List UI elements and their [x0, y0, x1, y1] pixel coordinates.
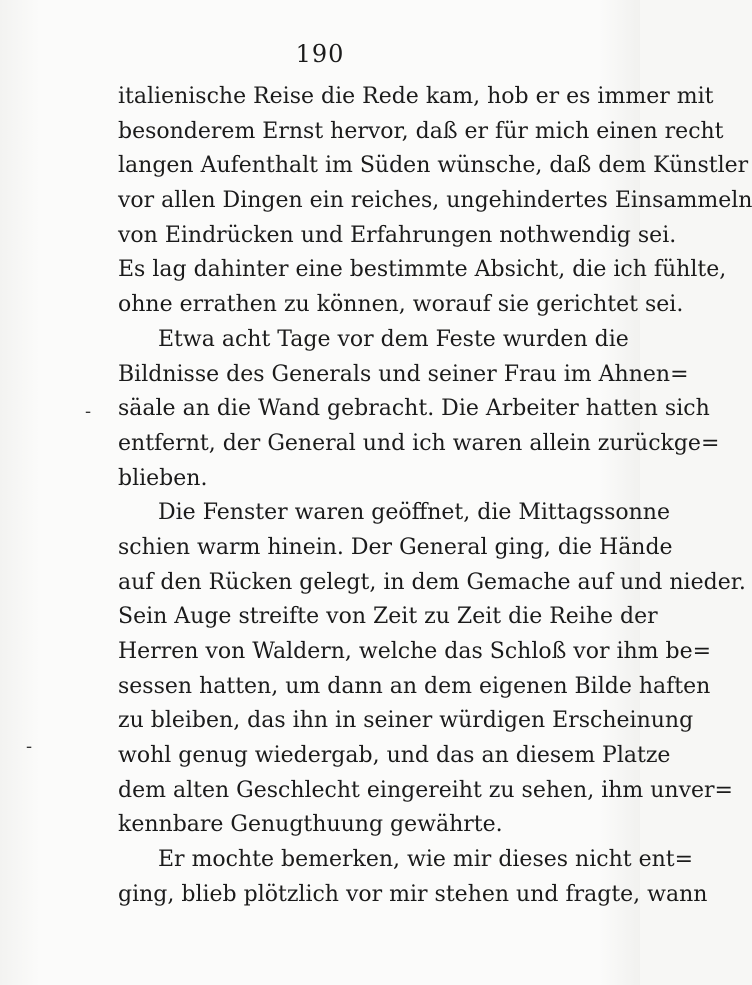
paragraph-4	[118, 843, 708, 912]
paragraph-3	[118, 496, 746, 843]
text-line: kennbare Genugthuung gewährte.	[118, 812, 503, 838]
text-line: ohne errathen zu können, worauf sie gerichtet sei.	[118, 292, 684, 318]
text-line: italienische Reise die Rede kam, hob er es immer mit	[118, 84, 714, 109]
text-line: von Eindrücken und Erfahrungen nothwendig sei.	[118, 222, 677, 248]
text-line: Er mochte bemerken, wie mir dieses nicht ent=	[158, 847, 694, 873]
text-line: Sein Auge streifte von Zeit zu Zeit die Reihe der	[118, 604, 658, 630]
text-line: zu bleiben, das ihn in seiner würdigen Erscheinung	[118, 708, 694, 734]
text-line: Herren von Waldern, welche das Schloß vor ihm be=	[118, 639, 712, 664]
paragraph-1	[118, 80, 752, 323]
text-line: langen Aufenthalt im Süden wünsche, daß dem Künstler	[118, 153, 749, 179]
text-line: Bildnisse des Generals und seiner Frau im Ahnen=	[118, 361, 689, 387]
text-line: entfernt, der General und ich waren allein zurückge=	[118, 430, 720, 456]
margin-mark: -	[85, 401, 92, 422]
page-number: 190	[295, 40, 345, 68]
text-line: Es lag dahinter eine bestimmte Absicht, die ich fühlte,	[118, 257, 727, 283]
text-line: schien warm hinein. Der General ging, die Hände	[118, 534, 673, 560]
text-line: blieben.	[118, 465, 208, 491]
text-line: säale an die Wand gebracht. Die Arbeiter hatten sich	[118, 396, 710, 422]
text-line: auf den Rücken gelegt, in dem Gemache auf und nieder.	[118, 569, 746, 595]
text-line: dem alten Geschlecht eingereiht zu sehen, ihm unver=	[118, 777, 733, 803]
text-line: sessen hatten, um dann an dem eigenen Bilde haften	[118, 673, 711, 699]
text-line: Etwa acht Tage vor dem Feste wurden die	[158, 326, 629, 352]
text-line: Die Fenster waren geöffnet, die Mittagssonne	[158, 500, 670, 526]
text-line: ging, blieb plötzlich vor mir stehen und fragte, wann	[118, 881, 708, 907]
text-line: vor allen Dingen ein reiches, ungehindertes Einsammeln	[118, 188, 752, 214]
text-line: besonderem Ernst hervor, daß er für mich einen recht	[118, 118, 724, 144]
paragraph-2	[118, 323, 720, 496]
body-text	[118, 80, 752, 913]
text-line: wohl genug wiedergab, und das an diesem Platze	[118, 743, 671, 769]
margin-mark: -	[26, 736, 33, 757]
